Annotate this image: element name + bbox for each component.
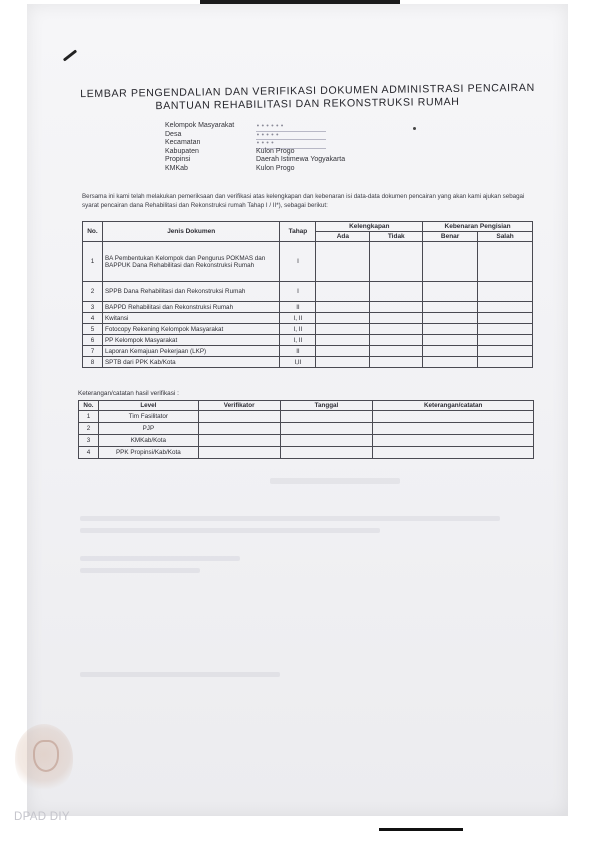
cell-salah[interactable]: [478, 302, 533, 313]
verification-table: [78, 400, 534, 459]
row-tahap: I: [280, 242, 316, 282]
row-no: 1: [79, 411, 99, 423]
cell-benar[interactable]: [423, 282, 478, 302]
cell-salah[interactable]: [478, 346, 533, 357]
cell-benar[interactable]: [423, 335, 478, 346]
bleed-through-mark: [270, 478, 400, 484]
cell-benar[interactable]: [423, 313, 478, 324]
field-label: Kabupaten: [165, 147, 199, 155]
header-kelengkapan: Kelengkapan: [316, 222, 423, 232]
field-desa: [165, 131, 345, 140]
row-level: PJP: [98, 423, 198, 435]
cell-keterangan[interactable]: [373, 411, 534, 423]
field-kelompok-masyarakat: [165, 122, 345, 131]
table-row: [79, 447, 534, 459]
cell-salah[interactable]: [478, 313, 533, 324]
cell-benar[interactable]: [423, 324, 478, 335]
field-value-handwritten: ••••••: [256, 122, 345, 131]
row-jenis-dokumen: SPTB dari PPK Kab/Kota: [102, 357, 280, 368]
cell-keterangan[interactable]: [373, 447, 534, 459]
cell-salah[interactable]: [478, 282, 533, 302]
row-level: KMKab/Kota: [98, 435, 198, 447]
cell-tidak[interactable]: [370, 282, 423, 302]
header-tahap: Tahap: [280, 222, 316, 242]
field-value-handwritten: •••••: [256, 131, 345, 140]
cell-tanggal[interactable]: [280, 423, 373, 435]
header-benar: Benar: [423, 232, 478, 242]
field-propinsi: [165, 156, 345, 165]
table-row: [83, 324, 533, 335]
field-label: Desa: [165, 130, 182, 138]
cell-salah[interactable]: [478, 242, 533, 282]
row-level: PPK Propinsi/Kab/Kota: [98, 447, 198, 459]
cell-tidak[interactable]: [370, 335, 423, 346]
cell-ada[interactable]: [316, 357, 370, 368]
field-kmkab: [165, 165, 345, 174]
header-no: No.: [79, 401, 99, 411]
header-tidak: Tidak: [370, 232, 423, 242]
cell-benar[interactable]: [423, 302, 478, 313]
cell-tidak[interactable]: [370, 302, 423, 313]
field-value: Kulon Progo: [256, 164, 295, 172]
cell-tanggal[interactable]: [280, 435, 373, 447]
ink-dot: [413, 127, 416, 130]
cell-tidak[interactable]: [370, 313, 423, 324]
scan-edge-mark: [200, 0, 400, 4]
row-tahap: I: [280, 282, 316, 302]
cell-tanggal[interactable]: [280, 447, 373, 459]
header-fields: [165, 122, 345, 174]
field-value: Daerah Istimewa Yogyakarta: [256, 156, 346, 164]
row-no: 4: [83, 313, 103, 324]
dpad-seal-logo: [15, 724, 73, 792]
cell-tidak[interactable]: [370, 242, 423, 282]
table-row: [83, 242, 533, 282]
table-row: [79, 411, 534, 423]
header-verifikator: Verifikator: [198, 401, 280, 411]
row-jenis-dokumen: Laporan Kemajuan Pekerjaan (LKP): [102, 346, 280, 357]
table-row: [83, 313, 533, 324]
table-row: [83, 302, 533, 313]
cell-verifikator[interactable]: [198, 447, 280, 459]
row-no: 6: [83, 335, 103, 346]
field-kecamatan: [165, 139, 345, 148]
row-tahap: II: [280, 302, 316, 313]
cell-tidak[interactable]: [370, 357, 423, 368]
row-no: 8: [83, 357, 103, 368]
bleed-through-mark: [80, 672, 280, 677]
scan-edge-mark: [379, 828, 463, 831]
cell-tidak[interactable]: [370, 346, 423, 357]
row-tahap: II: [280, 346, 316, 357]
row-no: 2: [83, 282, 103, 302]
header-keterangan: Keterangan/catatan: [373, 401, 534, 411]
header-tanggal: Tanggal: [280, 401, 373, 411]
row-jenis-dokumen: Kwitansi: [102, 313, 280, 324]
cell-ada[interactable]: [316, 242, 370, 282]
row-jenis-dokumen: BAPPD Rehabilitasi dan Rekonstruksi Rumah: [102, 302, 280, 313]
bleed-through-mark: [80, 568, 200, 573]
row-tahap: I, II: [280, 324, 316, 335]
row-no: 3: [83, 302, 103, 313]
row-jenis-dokumen: Fotocopy Rekening Kelompok Masyarakat: [102, 324, 280, 335]
header-no: No.: [83, 222, 103, 242]
cell-ada[interactable]: [316, 302, 370, 313]
field-label: Propinsi: [165, 156, 191, 164]
field-value-handwritten: ••••: [256, 139, 345, 148]
row-tahap: I, II: [280, 335, 316, 346]
table-row: [79, 435, 534, 447]
header-ada: Ada: [316, 232, 370, 242]
cell-verifikator[interactable]: [198, 411, 280, 423]
cell-ada[interactable]: [316, 324, 370, 335]
bleed-through-mark: [80, 528, 380, 533]
header-salah: Salah: [478, 232, 533, 242]
table-row: [83, 346, 533, 357]
document-title-line-2: BANTUAN REHABILITASI DAN REKONSTRUKSI RUMAH: [155, 95, 460, 113]
row-tahap: I,II: [280, 357, 316, 368]
row-no: 4: [79, 447, 99, 459]
header-kebenaran-pengisian: Kebenaran Pengisian: [423, 222, 533, 232]
cell-salah[interactable]: [478, 335, 533, 346]
field-label: KMKab: [165, 164, 188, 172]
table-row: [83, 282, 533, 302]
header-jenis-dokumen: Jenis Dokumen: [102, 222, 280, 242]
cell-keterangan[interactable]: [373, 423, 534, 435]
cell-salah[interactable]: [478, 357, 533, 368]
field-value: Kulon Progo: [256, 147, 295, 155]
cell-ada[interactable]: [316, 346, 370, 357]
cell-benar[interactable]: [423, 242, 478, 282]
row-no: 3: [79, 435, 99, 447]
field-label: Kecamatan: [165, 139, 201, 147]
table-row: [79, 423, 534, 435]
cell-benar[interactable]: [423, 357, 478, 368]
row-level: Tim Fasilitator: [98, 411, 198, 423]
cell-verifikator[interactable]: [198, 435, 280, 447]
document-title-line-1: LEMBAR PENGENDALIAN DAN VERIFIKASI DOKUMEN ADMINISTRASI PENCAIRAN: [80, 81, 535, 101]
cell-tidak[interactable]: [370, 324, 423, 335]
table-row: [83, 335, 533, 346]
row-tahap: I, II: [280, 313, 316, 324]
table-row: [83, 357, 533, 368]
cell-benar[interactable]: [423, 346, 478, 357]
row-no: 5: [83, 324, 103, 335]
document-checklist-table: [82, 221, 533, 368]
field-kabupaten: [165, 148, 345, 157]
cell-ada[interactable]: [316, 282, 370, 302]
bleed-through-mark: [80, 516, 500, 521]
cell-ada[interactable]: [316, 313, 370, 324]
verification-notes-label: Keterangan/catatan hasil verifikasi :: [78, 390, 179, 397]
bleed-through-mark: [80, 556, 240, 561]
row-no: 7: [83, 346, 103, 357]
cell-ada[interactable]: [316, 335, 370, 346]
intro-paragraph: Bersama ini kami telah melakukan pemeriksaan dan verifikasi atas kelengkapan dan kebenaran isi data-data dokumen pencairan yang akan kami ajukan sebagai syarat pencairan dana Rehabilitasi dan Rekonstruksi rumah Tahap I / II*), sebagai berikut:: [82, 193, 525, 209]
cell-keterangan[interactable]: [373, 435, 534, 447]
watermark-text: DPAD DIY: [14, 811, 70, 823]
field-label: Kelompok Masyarakat: [165, 122, 235, 129]
cell-salah[interactable]: [478, 324, 533, 335]
header-level: Level: [98, 401, 198, 411]
row-jenis-dokumen: PP Kelompok Masyarakat: [102, 335, 280, 346]
cell-tanggal[interactable]: [280, 411, 373, 423]
row-no: 2: [79, 423, 99, 435]
row-jenis-dokumen: BA Pembentukan Kelompok dan Pengurus POKMAS dan BAPPUK Dana Rehabilitasi dan Rekonstruksi Rumah: [102, 242, 280, 282]
row-no: 1: [83, 242, 103, 282]
row-jenis-dokumen: SPPB Dana Rehabilitasi dan Rekonstruksi Rumah: [102, 282, 280, 302]
cell-verifikator[interactable]: [198, 423, 280, 435]
